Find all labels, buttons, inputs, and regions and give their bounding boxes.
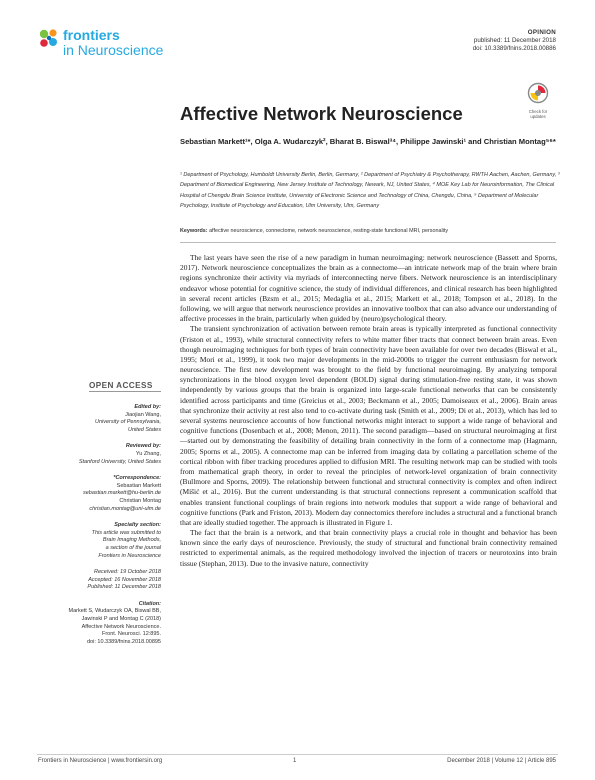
published-date: published: 11 December 2018 — [473, 37, 556, 44]
body-paragraph-3: The fact that the brain is a network, and that brain connectivity plays a crucial role in thought and behavior has been known since the early days of neuroscience. Previously, the study of structural and functional brain connectivity remained restricted to experimental animals, as the required methodology involved the injection of tracers or neurotoxins into brain tissue (Stephan, 2013). Due to the invasive nature, connectivity — [180, 528, 557, 568]
badge-line-1: Check for — [528, 109, 548, 114]
badge-line-2: updates — [530, 114, 546, 119]
correspondent-1-name: Sebastian Markett — [116, 482, 161, 489]
accepted-date: Accepted: 16 November 2018 — [88, 576, 161, 583]
frontiers-logo-icon — [38, 28, 60, 50]
specialty-heading: Specialty section: — [114, 522, 161, 529]
logo-line-journal: in Neuroscience — [63, 42, 164, 58]
dates-block — [60, 569, 161, 592]
check-for-updates-badge[interactable] — [523, 82, 553, 119]
correspondent-2-email[interactable]: christian.montag@uni-ulm.de — [89, 505, 161, 512]
article-body — [180, 253, 557, 569]
citation-line-3: Affective Network Neuroscience. — [81, 623, 161, 630]
footer-divider — [37, 754, 558, 755]
specialty-line-3: a section of the journal — [105, 544, 161, 551]
article-info — [473, 29, 556, 53]
reviewed-by-heading: Reviewed by: — [125, 443, 161, 450]
logo-line-frontiers: frontiers — [63, 27, 120, 43]
reviewer-affiliation: Stanford University, United States — [78, 458, 161, 465]
author-list: Sebastian Markett¹*, Olga A. Wudarczyk², Bharat B. Biswal³⁴, Philippe Jawinski¹ and Christian Montag⁵⁶* — [180, 137, 556, 146]
correspondent-1-email[interactable]: sebastian.markett@hu-berlin.de — [82, 490, 161, 497]
journal-name — [63, 28, 163, 58]
keywords-text: affective neuroscience, connectome, network neuroscience, resting-state functional MRI, personality — [209, 228, 449, 234]
specialty-line-4: Frontiers in Neuroscience — [98, 552, 161, 559]
published-date-sidebar: Published: 11 December 2018 — [87, 584, 161, 591]
editor-affiliation: University of Pennsylvania, — [94, 419, 161, 426]
article-sidebar — [60, 395, 161, 646]
body-paragraph-1: The last years have seen the rise of a new paradigm in human neuroimaging: network neuroscience (Bassett and Sporns, 2017). Network neuroscience conceptualizes the brain as a connectome—an intricate network map of the brain where brain regions synchronize their activity via myriads of interconnecting nerve fibers. Network neuroscience is an interdisciplinary endeavor whose potential for cognitive science, the study of individual differences, and clinical research has been highlighted in several recent articles (Bzsm et al., 2015; Medaglia et al., 2015; Markett et al., 2018; Tompson et al., 2018). In the following, we will argue that network neuroscience provides an innovative toolbox that can also advance our understanding of affective processes in the brain, particularly when guided by (neuro)psychological theory. — [180, 253, 557, 324]
header-divider — [180, 242, 556, 243]
reviewer-name: Yu Zhang, — [135, 450, 161, 457]
citation-heading: Citation: — [138, 600, 161, 607]
edited-by-heading: Edited by: — [134, 404, 161, 410]
footer-journal[interactable]: Frontiers in Neuroscience | www.frontiersin.org — [38, 758, 163, 764]
specialty-line-1: This article was submitted to — [91, 529, 161, 536]
body-paragraph-2: The transient synchronization of activation between remote brain areas is typically interpreted as functional connectivity (Friston et al., 1993), while structural connectivity refers to white matter fiber tracts that connect between brain areas. Even though neuroimaging techniques for both types of brain connectivity have been available for over two decades (Biswal et al., 1995; Mori et al., 1999), it took two major developments in the mid-2000s to trigger the current enthusiasm for network neuroscience. The first new development was brought to the field by functional neuroimaging. By analyzing temporal synchronizations in the blood oxygen level dependent (BOLD) signal during stimulation-free resting state, it was shown independently by various groups that the brain is organized into large-scale functional networks that can be consistently identified across participants and time (Greicius et al., 2003; Beckmann et al., 2005; Damoiseaux et al., 2006). Brain areas that synchronize their activity at rest also tend to co-activate during task (Smith et al., 2009; Di et al., 2013), which has led to several systems neuroscience accounts of how functional networks might interact to support a wide range of behavioral and cognitive functions (Dosenbach et al., 2008; Menon, 2011). The second paradigm—based on structural neuroimaging at first—started out by demonstrating the feasibility of detailing brain connectivity in the form of a connectome map (Hagmann, 2005; Sporns et al., 2005). A connectome map can be inferred from imaging data by collating a parcellation scheme of the cortical ribbon with fiber tracking procedures applied to diffusion MRI. The resulting network map can be studied with tools from mathematical graph theory, in order to reveal the principles of network-level organization of brain connectivity (Bullmore and Sporns, 2009). The relationship between functional and structural connectivity is complex and often indirect (Mišić et al., 2016). But the current understanding is that structural connections represent a communication scaffold that enables transient functional couplings of brain regions into network modules that support a wide range of behavioral and cognitive functions (Park and Friston, 2013). Modern day connectomics therefore includes a structural and a functional branch that are ideally studied together. The approach is illustrated in Figure 1. — [180, 324, 557, 527]
editor-name: Jiaojian Wang, — [125, 411, 161, 418]
article-title: Affective Network Neuroscience — [180, 103, 463, 124]
citation-line-1: Markett S, Wudarczyk OA, Biswal BB, — [68, 608, 161, 615]
keywords-label: Keywords: — [180, 228, 208, 234]
affiliations: ¹ Department of Psychology, Humboldt University Berlin, Berlin, Germany, ² Department of Psychiatry & Psychotherapy, RWTH Aachen, Aachen, Germany, ³ Department of Biomedical Engineering, New Jersey Institute of Technology, Newark, NJ, United States, ⁴ MOE Key Lab for Neuroinformation, The Clinical Hospital of Chengdu Brain Science Institute, University of Electronic Science and Technology of China, Chengdu, China, ⁵ Department of Molecular Psychology, Institute of Psychology and Education, Ulm University, Ulm, Germany — [180, 172, 560, 209]
received-date: Received: 19 October 2018 — [94, 569, 161, 576]
open-access-divider — [89, 391, 161, 392]
footer-volume: December 2018 | Volume 12 | Article 895 — [447, 758, 556, 764]
specialty-line-2: Brain Imaging Methods, — [102, 537, 161, 544]
correspondent-2-name: Christian Montag — [119, 497, 161, 504]
keywords — [180, 227, 560, 235]
citation-line-5[interactable]: doi: 10.3389/fnins.2018.00895 — [86, 638, 161, 645]
journal-logo — [38, 26, 198, 66]
citation-line-4: Front. Neurosci. 12:895. — [101, 631, 161, 638]
article-kind: OPINION — [527, 29, 556, 36]
citation-line-2: Jawinski P and Montag C (2018) — [81, 616, 161, 623]
check-for-updates-icon — [523, 82, 553, 104]
page-number: 1 — [293, 758, 297, 764]
editor-country: United States — [127, 426, 161, 433]
doi-link[interactable]: doi: 10.3389/fnins.2018.00886 — [472, 45, 556, 52]
correspondence-heading: *Correspondence: — [113, 475, 161, 482]
open-access-label: OPEN ACCESS — [89, 381, 153, 390]
